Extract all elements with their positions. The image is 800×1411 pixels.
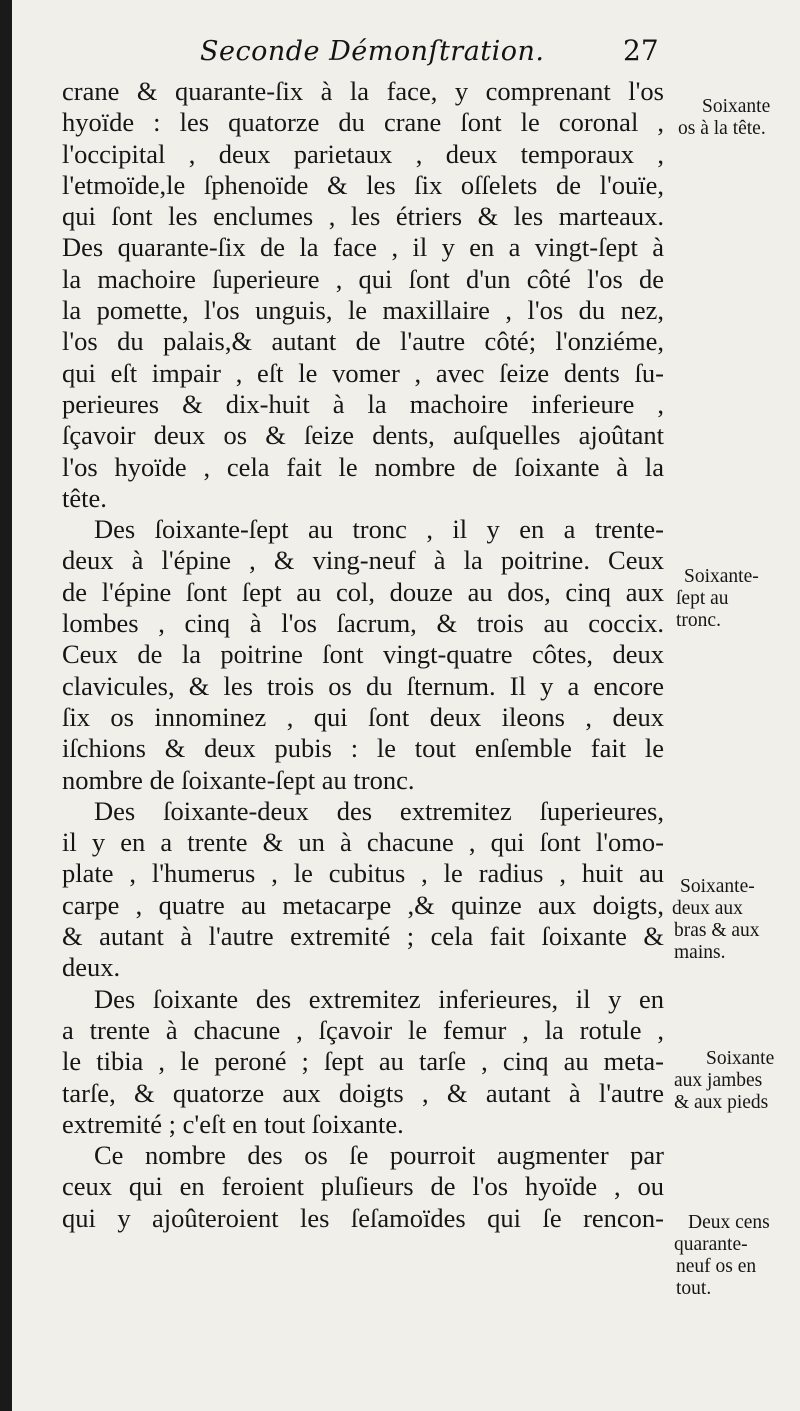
text-line: l'os du palais,& autant de l'autre côté; l'onziéme, [62,326,664,357]
text-line: qui y ajoûteroient les ſeſamoïdes qui ſe rencon- [62,1202,664,1233]
text-line: lombes , cinq à l'os ſacrum, & trois au coccix. [62,608,664,639]
text-line: qui ſont les enclumes , les étriers & les marteaux. [62,201,664,232]
margin-note [660,566,798,632]
text-line: la pomette, l'os unguis, le maxillaire , l'os du nez, [62,295,664,326]
text-line: Des ſoixante-deux des extremitez ſuperieures, [94,795,664,826]
text-line: l'os hyoïde , cela fait le nombre de ſoixante à la [62,451,664,482]
text-line: Des quarante-ſix de la face , il y en a vingt-ſept à [62,232,664,263]
text-line: Des ſoixante-ſept au tronc , il y en a trente- [94,514,664,545]
text-line: hyoïde : les quatorze du crane ſont le coronal , [62,107,664,138]
margin-note-line: & aux pieds [674,1092,769,1113]
margin-note-line: tout. [676,1278,712,1299]
text-line: deux. [62,952,121,983]
margin-note-line: os à la tête. [678,118,766,139]
body-text [62,76,664,1234]
margin-note-line: mains. [674,942,726,963]
paragraph [62,796,664,984]
text-line: l'etmoïde,le ſphenoïde & les ſix oſſelets de l'ouïe, [62,169,664,200]
margin-note-line: bras & aux [674,920,760,941]
text-line: iſchions & deux pubis : le tout enſemble fait le [62,733,664,764]
paragraph [62,76,664,514]
text-line: ſix os innominez , qui ſont deux ileons , deux [62,701,664,732]
margin-note-line: Soixante- [684,566,759,587]
margin-note [660,876,798,964]
margin-note-line: ſept au [676,588,729,609]
margin-note [660,96,798,140]
paragraph [62,514,664,796]
margin-note-line: quarante- [674,1234,748,1255]
margin-note [660,1212,798,1300]
text-line: il y en a trente & un à chacune , qui ſont l'omo- [62,827,664,858]
running-head: Seconde Démonſtration. [200,36,545,67]
margin-note-line: neuf os en [676,1256,757,1277]
text-line: ceux qui en feroient pluſieurs de l'os hyoïde , ou [62,1171,664,1202]
text-line: carpe , quatre au metacarpe ,& quinze aux doigts, [62,889,664,920]
margin-note-line: Soixante- [680,876,755,897]
text-line: tête. [62,482,107,513]
text-line: ſçavoir deux os & ſeize dents, auſquelles ajoûtant [62,420,664,451]
paragraph [62,1140,664,1234]
text-line: l'occipital , deux parietaux , deux temporaux , [62,138,664,169]
margin-note [660,1048,798,1114]
margin-note-line: deux aux [672,898,743,919]
margin-note-line: Soixante [702,96,771,117]
text-line: Ceux de la poitrine ſont vingt-quatre côtes, deux [62,639,664,670]
text-line: nombre de ſoixante-ſept au tronc. [62,764,415,795]
text-line: tarſe, & quatorze aux doigts , & autant à l'autre [62,1077,664,1108]
text-line: Ce nombre des os ſe pourroit augmenter par [94,1140,664,1171]
text-line: le tibia , le peroné ; ſept au tarſe , cinq au meta- [62,1046,664,1077]
margin-note-line: Soixante [706,1048,775,1069]
margin-note-line: aux jambes [674,1070,763,1091]
text-line: a trente à chacune , ſçavoir le femur , la rotule , [62,1014,664,1045]
text-line: qui eſt impair , eſt le vomer , avec ſeize dents ſu- [62,357,664,388]
page-header [12,36,800,76]
paragraph [62,984,664,1140]
margin-note-line: tronc. [676,610,721,631]
text-line: crane & quarante-ſix à la face, y comprenant l'os [62,76,664,106]
text-line: clavicules, & les trois os du ſternum. Il y a encore [62,670,664,701]
book-page [12,0,800,1411]
text-line: plate , l'humerus , le cubitus , le radius , huit au [62,858,664,889]
page-number: 27 [623,34,659,67]
text-line: perieures & dix-huit à la machoire inferieure , [62,388,664,419]
text-line: Des ſoixante des extremitez inferieures, il y en [94,983,664,1014]
text-line: deux à l'épine , & ving-neuf à la poitrine. Ceux [62,545,664,576]
text-line: la machoire ſuperieure , qui ſont d'un côté l'os de [62,263,664,294]
text-line: extremité ; c'eſt en tout ſoixante. [62,1108,404,1139]
text-line: de l'épine ſont ſept au col, douze au dos, cinq aux [62,576,664,607]
margin-note-line: Deux cens [688,1212,770,1233]
text-line: & autant à l'autre extremité ; cela fait ſoixante & [62,921,664,952]
